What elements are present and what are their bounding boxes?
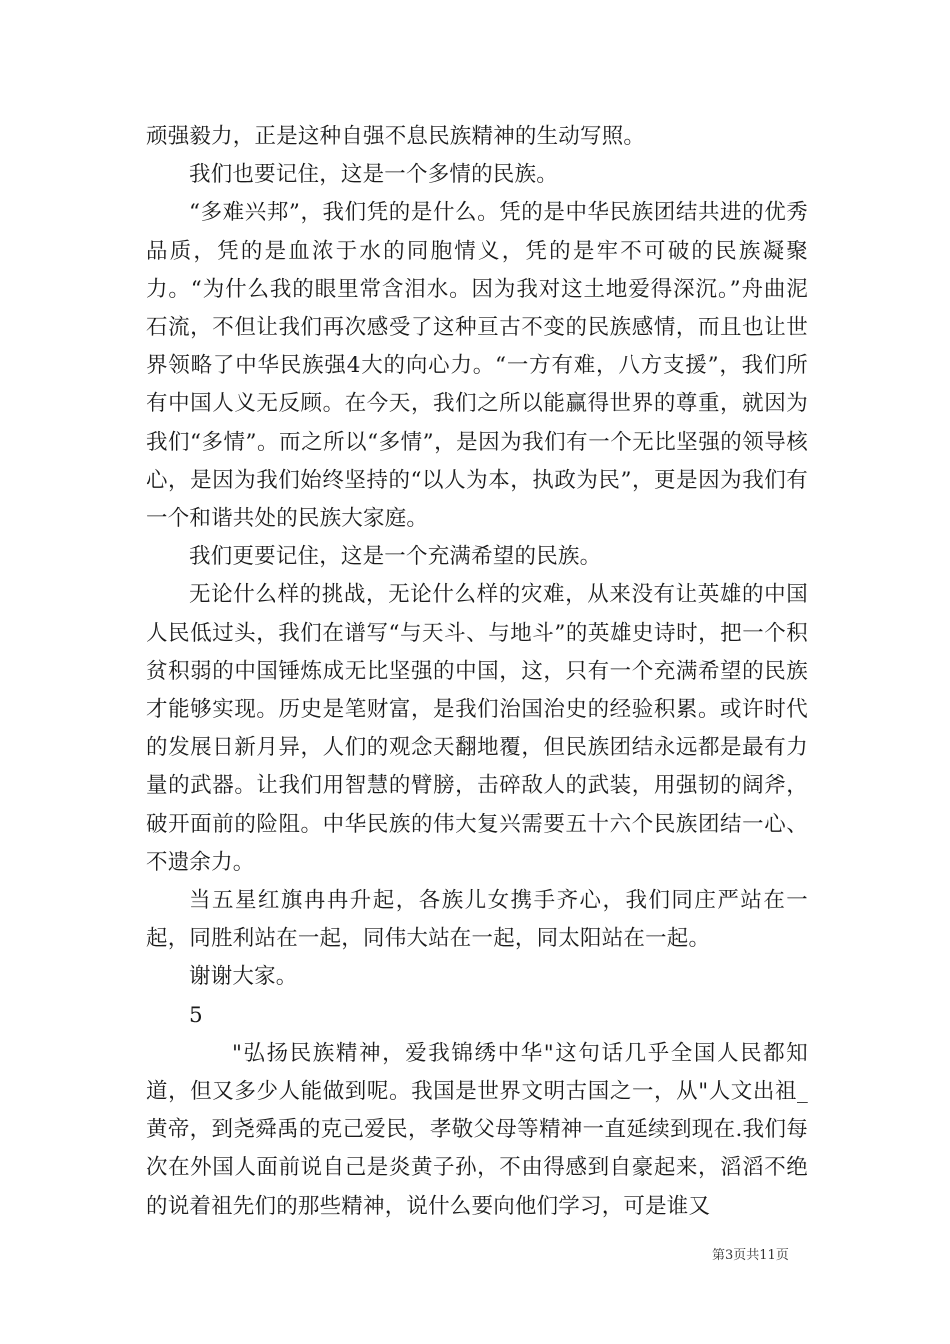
paragraph-8: "弘扬民族精神，爱我锦绣中华"这句话几乎全国人民都知道，但又多少人能做到呢。我国是世界文明古国之一，从"人文出祖_黄帝，到尧舜禹的克己爱民，孝敬父母等精神一直延续到现在.我们每次在外国人面前说自己是炎黄子孙，不由得感到自豪起来，滔滔不绝的说着祖先们的那些精神，说什么要向他们学习，可是谁又 [146, 1040, 808, 1219]
paragraph-7: 谢谢大家。 [189, 964, 298, 990]
paragraph-1: 顽强毅力，正是这种自强不息民族精神的生动写照。 [146, 124, 646, 149]
paragraph-4: 我们更要记住，这是一个充满希望的民族。 [189, 544, 602, 570]
document-body [146, 118, 808, 1226]
page-number: 第3页共11页 [712, 1248, 789, 1263]
paragraph-5: 无论什么样的挑战，无论什么样的灾难，从来没有让英雄的中国人民低过头，我们在谱写“与天斗、与地斗”的英雄史诗时，把一个积贫积弱的中国锤炼成无比坚强的中国，这，只有一个充满希望的民族才能够实现。历史是笔财富，是我们治国治史的经验积累。或许时代的发展日新月异，人们的观念天翻地覆，但民族团结永远都是最有力量的武器。让我们用智慧的臂膀，击碎敌人的武装，用强韧的阔斧，破开面前的险阻。中华民族的伟大复兴需要五十六个民族团结一心、不遗余力。 [146, 582, 808, 875]
paragraph-3: “多难兴邦”，我们凭的是什么。凭的是中华民族团结共进的优秀品质，凭的是血浓于水的同胞情义，凭的是牢不可破的民族凝聚力。“为什么我的眼里常含泪水。因为我对这土地爱得深沉。”舟曲泥石流，不但让我们再次感受了这种亘古不变的民族感情，而且也让世界领略了中华民族强4大的向心力。“一方有难，八方支援”，我们所有中国人义无反顾。在今天，我们之所以能赢得世界的尊重，就因为我们“多情”。而之所以“多情”，是因为我们有一个无比坚强的领导核心，是因为我们始终坚持的“以人为本，执政为民”，更是因为我们有一个和谐共处的民族大家庭。 [146, 200, 808, 532]
section-number: 5 [189, 1002, 203, 1028]
paragraph-2: 我们也要记住，这是一个多情的民族。 [189, 162, 558, 188]
paragraph-6: 当五星红旗冉冉升起，各族儿女携手齐心，我们同庄严站在一起，同胜利站在一起，同伟大站在一起，同太阳站在一起。 [146, 888, 808, 952]
